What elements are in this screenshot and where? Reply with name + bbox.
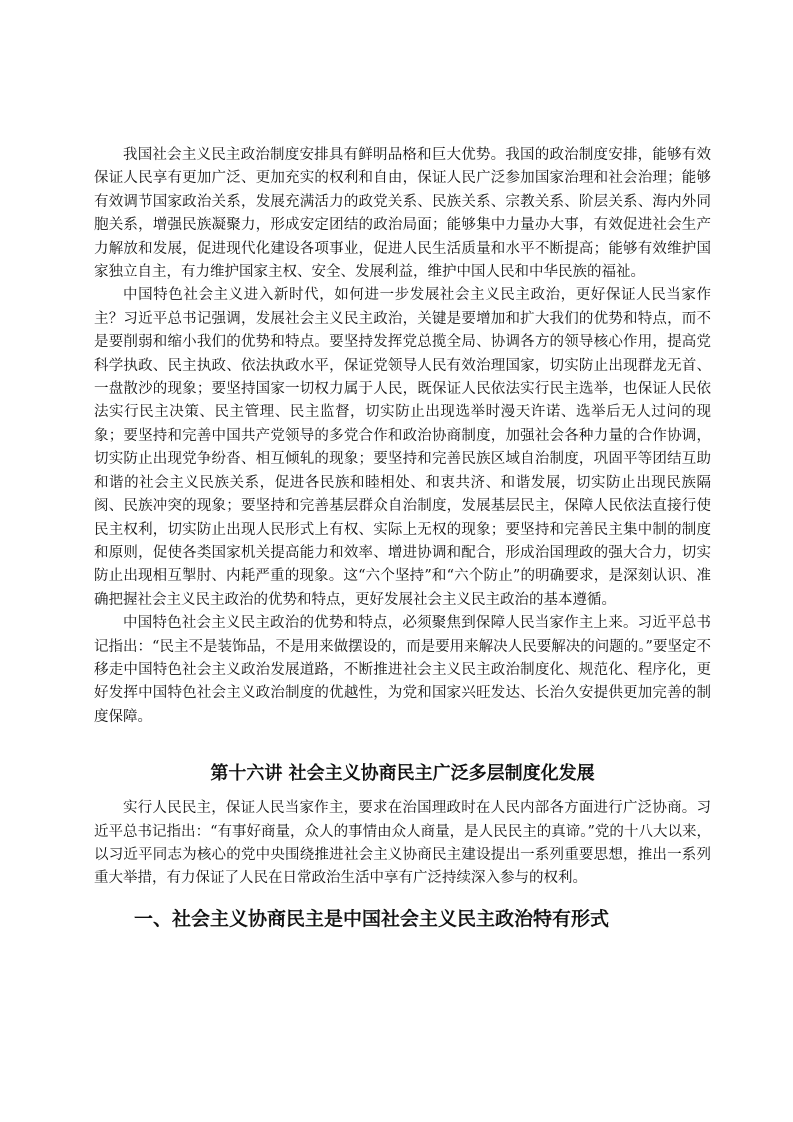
body-paragraph: 中国特色社会主义民主政治的优势和特点，必须聚焦到保障人民当家作主上来。习近平总书记指出：“民主不是装饰品，不是用来做摆设的，而是要用来解决人民要解决的问题的。”要坚定不移走中国特色社会主义政治发展道路，不断推进社会主义民主政治制度化、规范化、程序化，更好发挥中国特色社会主义政治制度的优越性，为党和国家兴旺发达、长治久安提供更加完善的制度保障。 [94,615,711,725]
document-page [94,144,711,933]
body-paragraph: 中国特色社会主义进入新时代，如何进一步发展社会主义民主政治，更好保证人民当家作主？习近平总书记强调，发展社会主义民主政治，关键是要增加和扩大我们的优势和特点，而不是要削弱和缩小我们的优势和特点。要坚持发挥党总揽全局、协调各方的领导核心作用，提高党科学执政、民主执政、依法执政水平，保证党领导人民有效治理国家，切实防止出现群龙无首、一盘散沙的现象；要坚持国家一切权力属于人民，既保证人民依法实行民主选举，也保证人民依法实行民主决策、民主管理、民主监督，切实防止出现选举时漫天许诺、选举后无人过问的现象；要坚持和完善中国共产党领导的多党合作和政治协商制度，加强社会各种力量的合作协调，切实防止出现党争纷沓、相互倾轧的现象；要坚持和完善民族区域自治制度，巩固平等团结互助和谐的社会主义民族关系，促进各民族和睦相处、和衷共济、和谐发展，切实防止出现民族隔阂、民族冲突的现象；要坚持和完善基层群众自治制度，发展基层民主，保障人民依法直接行使民主权利，切实防止出现人民形式上有权、实际上无权的现象；要坚持和完善民主集中制的制度和原则，促使各类国家机关提高能力和效率、增进协调和配合，形成治国理政的强大合力，切实防止出现相互掣肘、内耗严重的现象。这“六个坚持”和“六个防止”的明确要求，是深刻认识、准确把握社会主义民主政治的优势和特点，更好发展社会主义民主政治的基本遵循。 [94,287,711,608]
body-paragraph: 实行人民民主，保证人民当家作主，要求在治国理政时在人民内部各方面进行广泛协商。习近平总书记指出：“有事好商量，众人的事情由众人商量，是人民民主的真谛。”党的十八大以来，以习近平同志为核心的党中央围绕推进社会主义协商民主建设提出一系列重要思想，推出一系列重大举措，有力保证了人民在日常政治生活中享有广泛持续深入参与的权利。 [94,800,711,887]
section-title: 一、社会主义协商民主是中国社会主义民主政治特有形式 [134,907,610,930]
lecture-title: 第十六讲 社会主义协商民主广泛多层制度化发展 [210,763,595,785]
body-paragraph: 我国社会主义民主政治制度安排具有鲜明品格和巨大优势。我国的政治制度安排，能够有效保证人民享有更加广泛、更加充实的权利和自由，保证人民广泛参加国家治理和社会治理；能够有效调节国家政治关系，发展充满活力的政党关系、民族关系、宗教关系、阶层关系、海内外同胞关系，增强民族凝聚力，形成安定团结的政治局面；能够集中力量办大事，有效促进社会生产力解放和发展，促进现代化建设各项事业，促进人民生活质量和水平不断提高；能够有效维护国家独立自主，有力维护国家主权、安全、发展利益，维护中国人民和中华民族的福祉。 [94,147,711,281]
